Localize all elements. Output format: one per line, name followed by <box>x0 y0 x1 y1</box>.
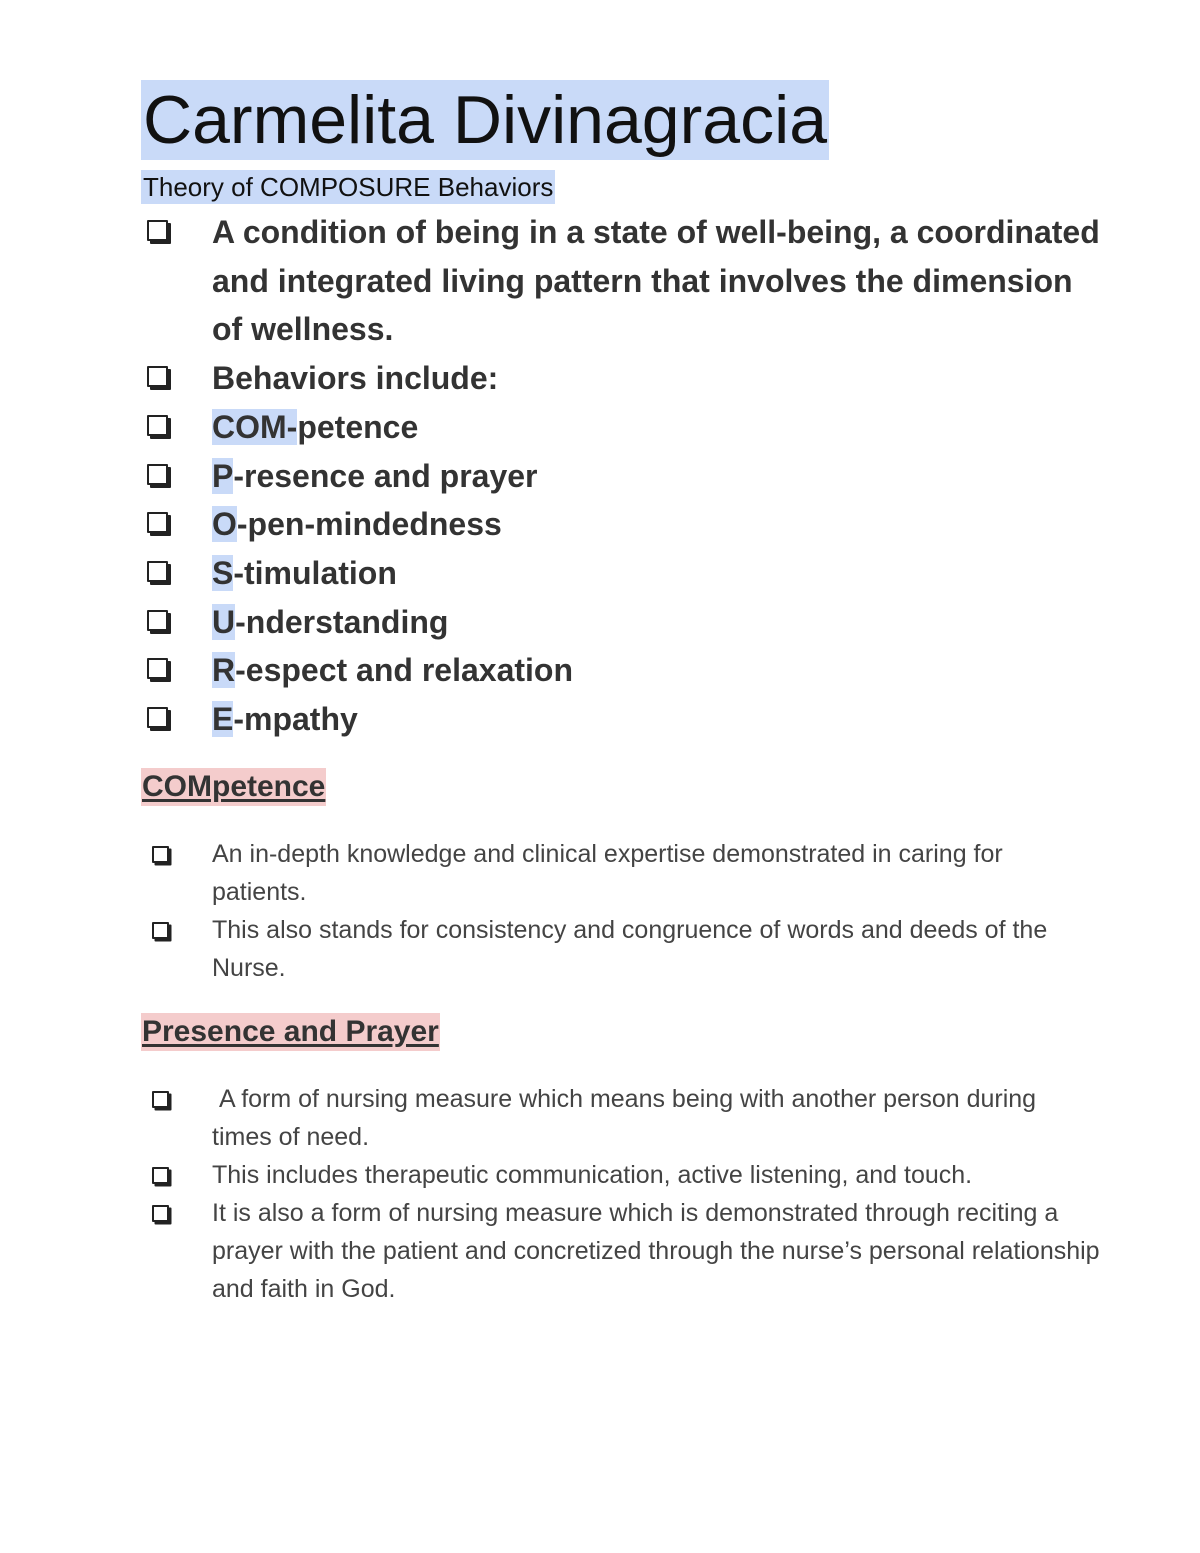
acronym-letter: COM- <box>212 408 298 445</box>
checkbox-bullet-icon <box>147 658 168 679</box>
competence-list <box>141 835 1101 987</box>
checkbox-bullet-icon <box>147 464 168 485</box>
composure-behaviors-list <box>141 208 1101 744</box>
checkbox-bullet-icon <box>152 922 169 939</box>
acronym-letter: R <box>212 652 236 689</box>
list-item: Behaviors include: <box>141 354 1101 403</box>
list-item: This also stands for consistency and congruence of words and deeds of the Nurse. <box>141 911 1101 987</box>
section-heading-presence-and-prayer: Presence and Prayer <box>141 1013 440 1051</box>
section-heading-competence: COMpetence <box>141 768 326 806</box>
checkbox-bullet-icon <box>147 366 168 387</box>
document-subtitle: Theory of COMPOSURE Behaviors <box>143 172 554 202</box>
list-item: This includes therapeutic communication, active listening, and touch. <box>141 1156 1101 1194</box>
acronym-letter: U <box>212 603 236 640</box>
list-item: An in-depth knowledge and clinical expertise demonstrated in caring for patients. <box>141 835 1101 911</box>
list-item: U-nderstanding <box>141 598 1101 647</box>
list-item: S-timulation <box>141 549 1101 598</box>
acronym-letter: O <box>212 506 237 543</box>
acronym-letter: P <box>212 457 234 494</box>
checkbox-bullet-icon <box>152 1205 169 1222</box>
checkbox-bullet-icon <box>147 220 168 241</box>
checkbox-bullet-icon <box>147 707 168 728</box>
presence-and-prayer-list <box>141 1080 1101 1308</box>
list-item: It is also a form of nursing measure which is demonstrated through reciting a prayer with the patient and concretized through the nurse’s personal relationship and faith in God. <box>141 1194 1101 1308</box>
list-item: A condition of being in a state of well-being, a coordinated and integrated living pattern that involves the dimension of wellness. <box>141 208 1101 354</box>
acronym-letter: S <box>212 554 234 591</box>
document-title: Carmelita Divinagracia <box>143 82 828 158</box>
list-item: A form of nursing measure which means being with another person during times of need. <box>141 1080 1101 1156</box>
checkbox-bullet-icon <box>147 512 168 533</box>
list-item: O-pen-mindedness <box>141 500 1101 549</box>
checkbox-bullet-icon <box>152 1091 169 1108</box>
checkbox-bullet-icon <box>147 561 168 582</box>
list-item: COM-petence <box>141 403 1101 452</box>
list-item: P-resence and prayer <box>141 452 1101 501</box>
checkbox-bullet-icon <box>147 610 168 631</box>
list-item: E-mpathy <box>141 695 1101 744</box>
acronym-letter: E <box>212 701 234 738</box>
checkbox-bullet-icon <box>147 415 168 436</box>
checkbox-bullet-icon <box>152 1167 169 1184</box>
checkbox-bullet-icon <box>152 846 169 863</box>
list-item: R-espect and relaxation <box>141 646 1101 695</box>
